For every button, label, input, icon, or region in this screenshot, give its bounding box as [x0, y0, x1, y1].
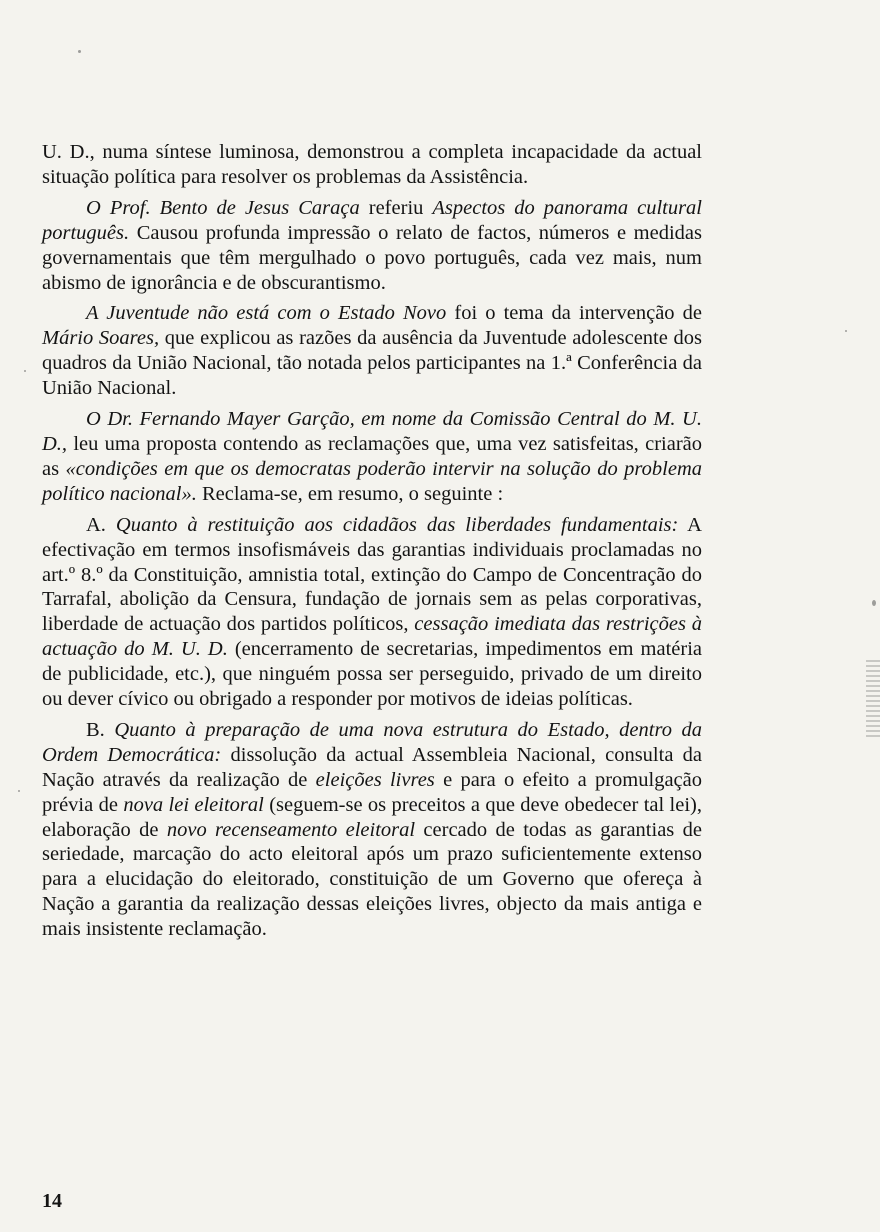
- text-run: Reclama-se, em resumo, o seguinte :: [196, 482, 504, 505]
- text-run: U. D., numa síntese luminosa, demonstrou a completa incapacidade da actual situação política para resolver os problemas da Assistência.: [42, 141, 702, 188]
- text-run: que explicou as razões da ausência da Juventude adolescente dos quadros da União Nacional, tão notada pelos participantes na 1.ª Conferência da União Nacional.: [42, 327, 702, 400]
- italic-text: novo recenseamento eleitoral: [166, 818, 416, 841]
- paragraph-p6: [42, 718, 702, 942]
- scan-edge-mark: [866, 660, 880, 740]
- paragraph-p4: [42, 407, 702, 507]
- text-run: foi o tema da intervenção de: [446, 302, 702, 325]
- italic-text: nova lei eleitoral: [123, 793, 264, 816]
- text-run: cercado de todas as garantias de seriedade, marcação do acto eleitoral após um prazo suficientemente extenso para a elucidação do eleitorado, constituição de um Governo que ofereça à Nação a garantia da realização dessas eleições livres, objecto da mais antiga e mais insistente reclamação.: [42, 818, 702, 941]
- text-run: leu uma proposta contendo as reclamações que, uma vez satisfeitas, criarão as: [42, 432, 702, 480]
- text-run: e para o efeito a promulgação prévia de: [42, 768, 702, 816]
- scan-speck: [24, 370, 26, 372]
- italic-text: «condições em que os democratas poderão intervir na solução do problema político nacional».: [42, 457, 702, 505]
- italic-text: eleições livres: [315, 768, 435, 791]
- italic-text: Quanto à preparação de uma nova estrutura do Estado, dentro da Ordem Democrática:: [42, 718, 702, 766]
- page-number: 14: [42, 1190, 62, 1212]
- text-run: dissolução da actual Assembleia Nacional, consulta da Nação através da realização de: [42, 743, 702, 791]
- text-run: referiu: [359, 196, 433, 219]
- italic-text: A Juventude não está com o Estado Novo: [86, 302, 447, 325]
- paragraph-p1: [42, 140, 702, 190]
- scan-speck: [78, 50, 81, 53]
- paragraph-p2: [42, 196, 702, 296]
- text-run: (encerramento de secretarias, impedimentos em matéria de publicidade, etc.), que ninguém possa ser perseguido, privado de um direito ou dever cívico ou obrigado a responder por motivos de ideias políticas.: [42, 638, 702, 711]
- text-run: A.: [86, 513, 116, 536]
- italic-text: Mário Soares,: [42, 327, 160, 350]
- scan-speck: [872, 600, 876, 606]
- body-text: [42, 140, 702, 942]
- italic-text: O Dr. Fernando Mayer Garção, em nome da Comissão Central do M. U. D.,: [42, 408, 702, 455]
- text-run: B.: [86, 718, 115, 741]
- italic-text: O Prof. Bento de Jesus Caraça: [86, 196, 360, 219]
- text-run: Causou profunda impressão o relato de factos, números e medidas governamentais que têm mergulhado o povo português, cada vez mais, num abismo de ignorância e de obscurantismo.: [42, 221, 702, 294]
- text-run: (seguem-se os preceitos a que deve obedecer tal lei), elaboração de: [42, 793, 703, 841]
- scan-speck: [18, 790, 20, 792]
- paragraph-p3: [42, 301, 702, 401]
- italic-text: Quanto à restituição aos cidadãos das liberdades fundamentais:: [115, 513, 679, 536]
- italic-text: cessação imediata das restrições à actuação do M. U. D.: [42, 613, 703, 661]
- italic-text: Aspectos do panorama cultural português.: [42, 196, 703, 244]
- paragraph-p5: [42, 513, 702, 712]
- text-run: A efectivação em termos insofismáveis das garantias individuais proclamadas no art.º 8.º da Constituição, amnistia total, extinção do Campo de Concentração do Tarrafal, abolição da Censura, fundação de jornais sem as pelas corporativas, liberdade de actuação dos partidos políticos,: [42, 513, 702, 636]
- scan-speck: [845, 330, 847, 332]
